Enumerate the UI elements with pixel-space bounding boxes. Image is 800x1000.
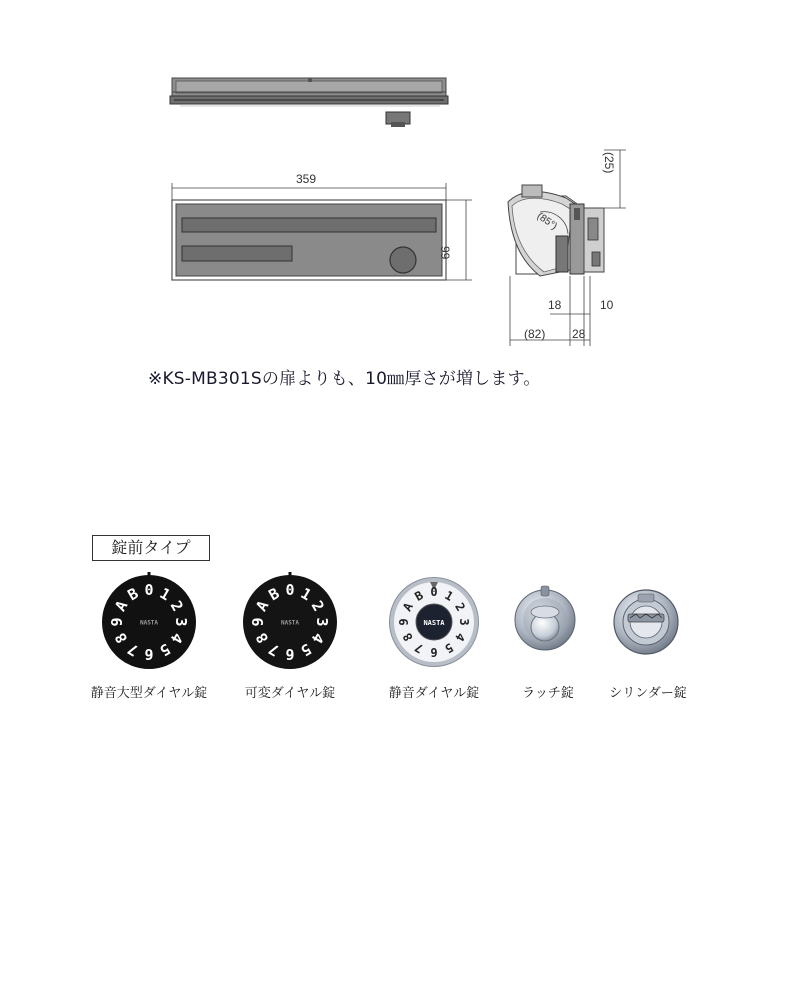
- dim-28: 28: [572, 327, 586, 341]
- dial-label: 2: [166, 597, 187, 615]
- dial-label: 7: [265, 639, 283, 660]
- dim-18: 18: [548, 298, 562, 312]
- dial-label: A: [111, 597, 132, 615]
- dial-label: 7: [124, 639, 142, 660]
- dial-label: 6: [144, 645, 154, 663]
- dim-height: 99: [438, 246, 452, 260]
- thickness-note: ※KS-MB301Sの扉よりも、10㎜厚さが増します。: [148, 369, 541, 389]
- dial-label: 6: [285, 645, 295, 663]
- large-dial-lock-icon: [103, 572, 195, 668]
- dial-label: 9: [108, 617, 126, 627]
- dial-label: 1: [442, 588, 456, 604]
- dim-10: 10: [600, 298, 614, 312]
- front-view-drawing: [172, 183, 472, 280]
- dial-label: 5: [297, 639, 315, 660]
- dial-label: B: [265, 584, 283, 605]
- dial-label: 5: [442, 640, 456, 656]
- dial-label: 8: [111, 629, 132, 647]
- lock-types-title: 錠前タイプ: [92, 535, 210, 561]
- caption-latch-lock: ラッチ錠: [522, 686, 574, 701]
- lock-images: [0, 570, 800, 680]
- caption-quiet-dial-lock: 静音ダイヤル錠: [388, 686, 480, 701]
- dial-label: B: [124, 584, 142, 605]
- cylinder-lock-icon: [614, 590, 678, 654]
- dial-label: 4: [166, 629, 187, 647]
- dial-label: 1: [156, 584, 174, 605]
- dial-label: A: [252, 597, 273, 615]
- dial-label: 1: [297, 584, 315, 605]
- caption-large-dial-lock: 静音大型ダイヤル錠: [90, 686, 208, 701]
- dial-label: 4: [307, 629, 328, 647]
- caption-variable-dial-lock: 可変ダイヤル錠: [244, 686, 336, 701]
- top-view-drawing: [170, 78, 448, 127]
- brand-label: NASTA: [423, 619, 445, 627]
- dim-top-offset: (25): [602, 152, 616, 174]
- dim-angle: (85°): [534, 210, 559, 233]
- dial-label: 0: [430, 585, 438, 599]
- dial-label: 5: [156, 639, 174, 660]
- dial-label: 2: [307, 597, 328, 615]
- dial-label: 9: [397, 618, 411, 626]
- dial-label: 0: [285, 581, 295, 599]
- brand-label: NASTA: [139, 619, 159, 627]
- dial-label: 3: [457, 618, 471, 626]
- technical-drawing: [0, 0, 800, 360]
- variable-dial-lock-icon: [244, 572, 336, 668]
- dial-label: 9: [249, 617, 267, 627]
- dial-label: 2: [452, 600, 468, 614]
- dial-label: 6: [430, 645, 438, 659]
- dial-pointer: [148, 572, 151, 578]
- dial-label: 0: [144, 581, 154, 599]
- caption-cylinder-lock: シリンダー錠: [609, 686, 687, 701]
- dial-label: A: [400, 600, 416, 614]
- quiet-dial-lock-icon: [390, 578, 478, 666]
- dial-label: 3: [172, 617, 190, 627]
- dial-label: 4: [452, 630, 468, 644]
- dial-label: 8: [400, 630, 416, 644]
- dim-82: (82): [524, 327, 546, 341]
- dial-label: B: [412, 588, 426, 604]
- dim-width: 359: [296, 172, 317, 186]
- dial-pointer: [289, 572, 292, 578]
- dial-label: 7: [412, 640, 426, 656]
- latch-lock-icon: [515, 586, 575, 650]
- side-view-drawing: [508, 150, 626, 346]
- dial-label: 8: [252, 629, 273, 647]
- dial-label: 3: [313, 617, 331, 627]
- brand-label: NASTA: [280, 619, 300, 627]
